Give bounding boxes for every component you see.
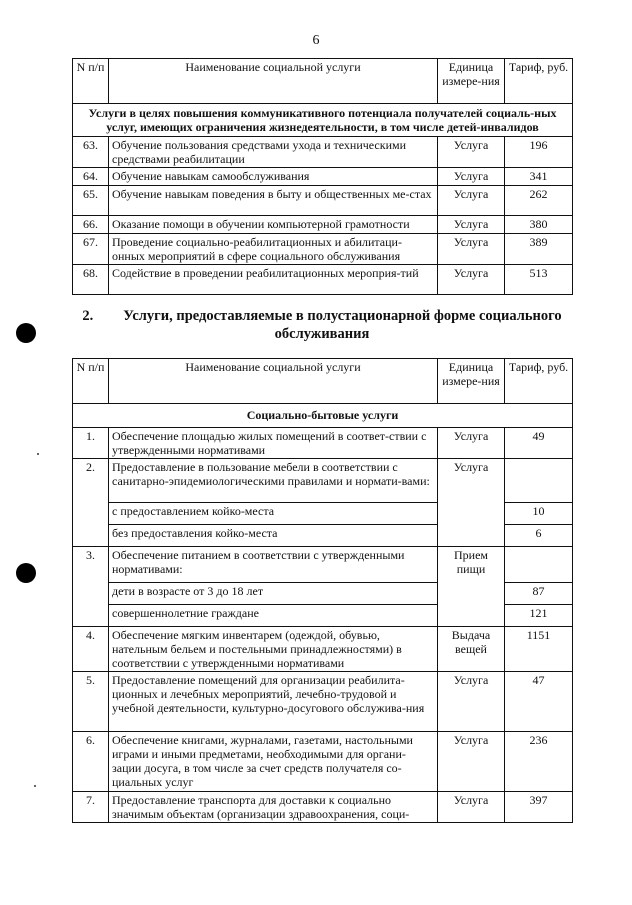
punch-hole-top (16, 323, 36, 343)
punch-hole-bottom (16, 563, 36, 583)
table-subrow: без предоставления койко-места 6 (73, 525, 573, 547)
page-number: 6 (312, 33, 320, 48)
table-row: 3. Обеспечение питанием в соответствии с утвержденными нормативами: Прием пищи (73, 547, 573, 583)
table-subrow: с предоставлением койко-места 10 (73, 503, 573, 525)
table-row: 67. Проведение социально-реабилитационных и абилитаци-онных мероприятий в сфере социального обслуживания Услуга 389 (73, 234, 573, 265)
section-number: 2. (82, 308, 94, 324)
table-row: 66. Оказание помощи в обучении компьютерной грамотности Услуга 380 (73, 216, 573, 234)
header-unit: Единица измере-ния (438, 59, 505, 104)
table-row: 4. Обеспечение мягким инвентарем (одеждой, обувью, нательным бельем и постельными принадлежностями) в соответствии с утвержденными нормативами Выдача вещей 1151 (73, 627, 573, 672)
section-title-text: Услуги, предоставляемые в полустационарной форме социального обслуживания (123, 308, 562, 342)
table-row: 64. Обучение навыкам самообслуживания Услуга 341 (73, 168, 573, 186)
table-row: 5. Предоставление помещений для организации реабилита-ционных и лечебных мероприятий, лечебно-трудовой и учебной деятельности, культурно-досугового обслужива-ния Услуга 47 (73, 672, 573, 732)
header-unit: Единица измере-ния (438, 359, 505, 404)
table-row: 63. Обучение пользования средствами ухода и техническими средствами реабилитации Услуга 196 (73, 137, 573, 168)
table-row: 7. Предоставление транспорта для доставки к социально значимым объектам (организации здравоохранения, соци- Услуга 397 (73, 792, 573, 823)
table-row: 2. Предоставление в пользование мебели в соответствии с санитарно-эпидемиологическими правилами и нормати-вами: Услуга (73, 459, 573, 503)
scan-speck (37, 453, 39, 455)
group-heading: Услуги в целях повышения коммуникативного потенциала получателей социаль-ных услуг, имеющих ограничения жизнедеятельности, в том числе детей-инвалидов (73, 104, 573, 137)
header-num: N п/п (73, 59, 109, 104)
header-num: N п/п (73, 359, 109, 404)
table-row: 65. Обучение навыкам поведения в быту и общественных ме-стах Услуга 262 (73, 186, 573, 216)
table-subrow: совершеннолетние граждане 121 (73, 605, 573, 627)
header-name: Наименование социальной услуги (109, 59, 438, 104)
table-row: 68. Содействие в проведении реабилитационных мероприя-тий Услуга 513 (73, 265, 573, 295)
scan-speck (34, 785, 36, 787)
services-table-2 (72, 358, 573, 823)
table-subrow: дети в возрасте от 3 до 18 лет 87 (73, 583, 573, 605)
header-name: Наименование социальной услуги (109, 359, 438, 404)
services-table-1 (72, 58, 573, 295)
table-row: 1. Обеспечение площадью жилых помещений в соответ-ствии с утвержденными нормативами Услуга 49 (73, 428, 573, 459)
header-tariff: Тариф, руб. (505, 359, 573, 404)
section-title (72, 307, 572, 343)
table-row: 6. Обеспечение книгами, журналами, газетами, настольными играми и иными предметами, необходимыми для органи-зации досуга, в том числе за счет средств получателя со-циальных услуг Услуга 236 (73, 732, 573, 792)
header-tariff: Тариф, руб. (505, 59, 573, 104)
group-heading: Социально-бытовые услуги (73, 404, 573, 428)
